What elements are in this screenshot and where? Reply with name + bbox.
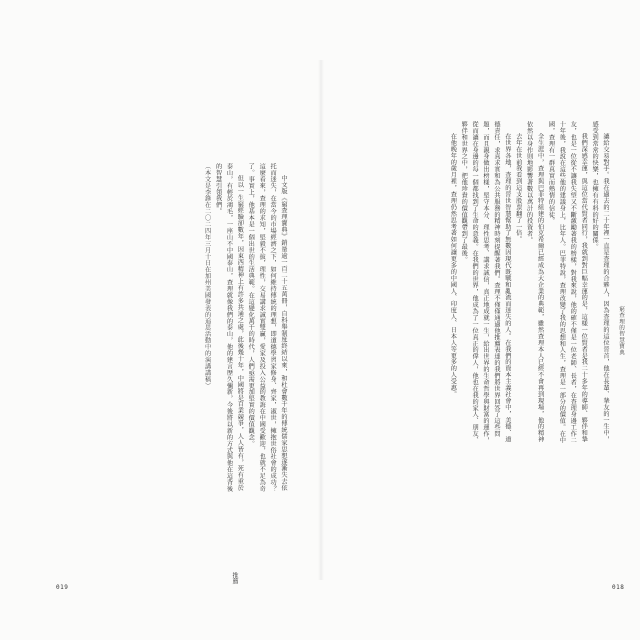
right-paragraph-3: 全生涯中，查理與巴菲特組建的伯克希爾已經成為大企業的典範，雖然查理本人已經不會再到現場，他的精神依然以身作則地影響著數以萬計的投資者。 — [525, 121, 544, 443]
right-paragraph-1: 讓給交易對手。我在過去的二十年裡一直是查理的合夥人，因為查理的這位晉首，他在長輩、摯友的一生中，感受到常常的快樂，也擁有有料的好的關係。 — [591, 121, 609, 443]
right-paragraph-6: 在他晚年的歲月裡，查理仍然思考著如何讓更多的中國人、印度人、日本人等更多的人受惠。 — [449, 133, 457, 398]
right-page — [320, 0, 640, 640]
left-source-note: （本文是李錄在二〇二四年三月十日在加州美國發表的追思活動中的演講講稿） — [203, 163, 211, 389]
right-paragraph-2: 我們深感幸運，與這位當代賢者同行，我就到對巨幅幸運的是，這樣一位賢者是我二十多年的導師、夥伴和摯友，也是一位從不讓我失望又不斷激勵著我的榜樣，對我來說，他的確不僅是一位老師、長者，在查理身邊工作二十年後，我說在這些他的建議身上，比年人。巴菲特說，查理改變了我的思想和人生，查理是一部分的價值。在中國，查理有一群真實而熱情的信徒。 — [547, 121, 588, 444]
page-number-left: 019 — [56, 584, 69, 591]
left-page-body — [120, 163, 288, 497]
right-page-body — [334, 121, 610, 447]
running-head: 窮查理的智慧寶典 — [618, 306, 624, 356]
section-label: 推薦 — [231, 572, 238, 584]
left-paragraph-2: 但以一生窮經驗卻數年，因東西精神上有許多共通之處，此後幾十年，中國將是百業競爭，人人皆有，死有重於泰山，有輕於鴻毛，一座山不中國泰山，查理就像我們的泰山，他的建言歷久彌新，今後將以新的方式與他在這背後的智慧引領我們。 — [214, 163, 244, 492]
page-number-right: 018 — [612, 584, 625, 591]
right-paragraph-5: 在世界各地，查理的晉世智慧幫助了無數因現代既戰和亂流而迷失的人。在我們的資本主義社會中，美德、道德責任，求真求實和為公共服務的精神時刻提醒著我們。查理不僅僅通過他推薦表達的我們將世界回答了這些問題，而且親身做出榜樣，堅守本分、理性思考、講求誠信，真正地成就一生，給出世界的生命哲學與財富的運作，從而讓在身邊的每一個都找到了生命的意義。在我們的世界，他成為了一位真正的偉人，他也在我的家人、朋友、夥伴和世界之中，把他珍貴的價值觀帶到了最後。 — [460, 121, 511, 444]
right-paragraph-4: 去年在世前我看到這支股票翻了一倍。 — [514, 133, 522, 244]
left-paragraph-1: 中文版《窮查理寶典》銷量逾一百二十五萬冊，自科舉制度終結以來，和杜會數千年的傳統儒家思想逐漸失去依托而迷失，在當今的市場經濟之下，如何維持傳統的理想，即道德學習家修身、齊家，淑世，擁抱世俗社會的成功？這麼看來，查理的求知，堅毅不拔，理性，交易講求誠實雙贏，愛家及投入公益的教誨在中國受歡迎，也就不足為奇了。事實上，他基本是一個出世的生活典範。在這變化萬千的時代，人們亟需更加堅實的價值觀念。 — [247, 163, 287, 492]
